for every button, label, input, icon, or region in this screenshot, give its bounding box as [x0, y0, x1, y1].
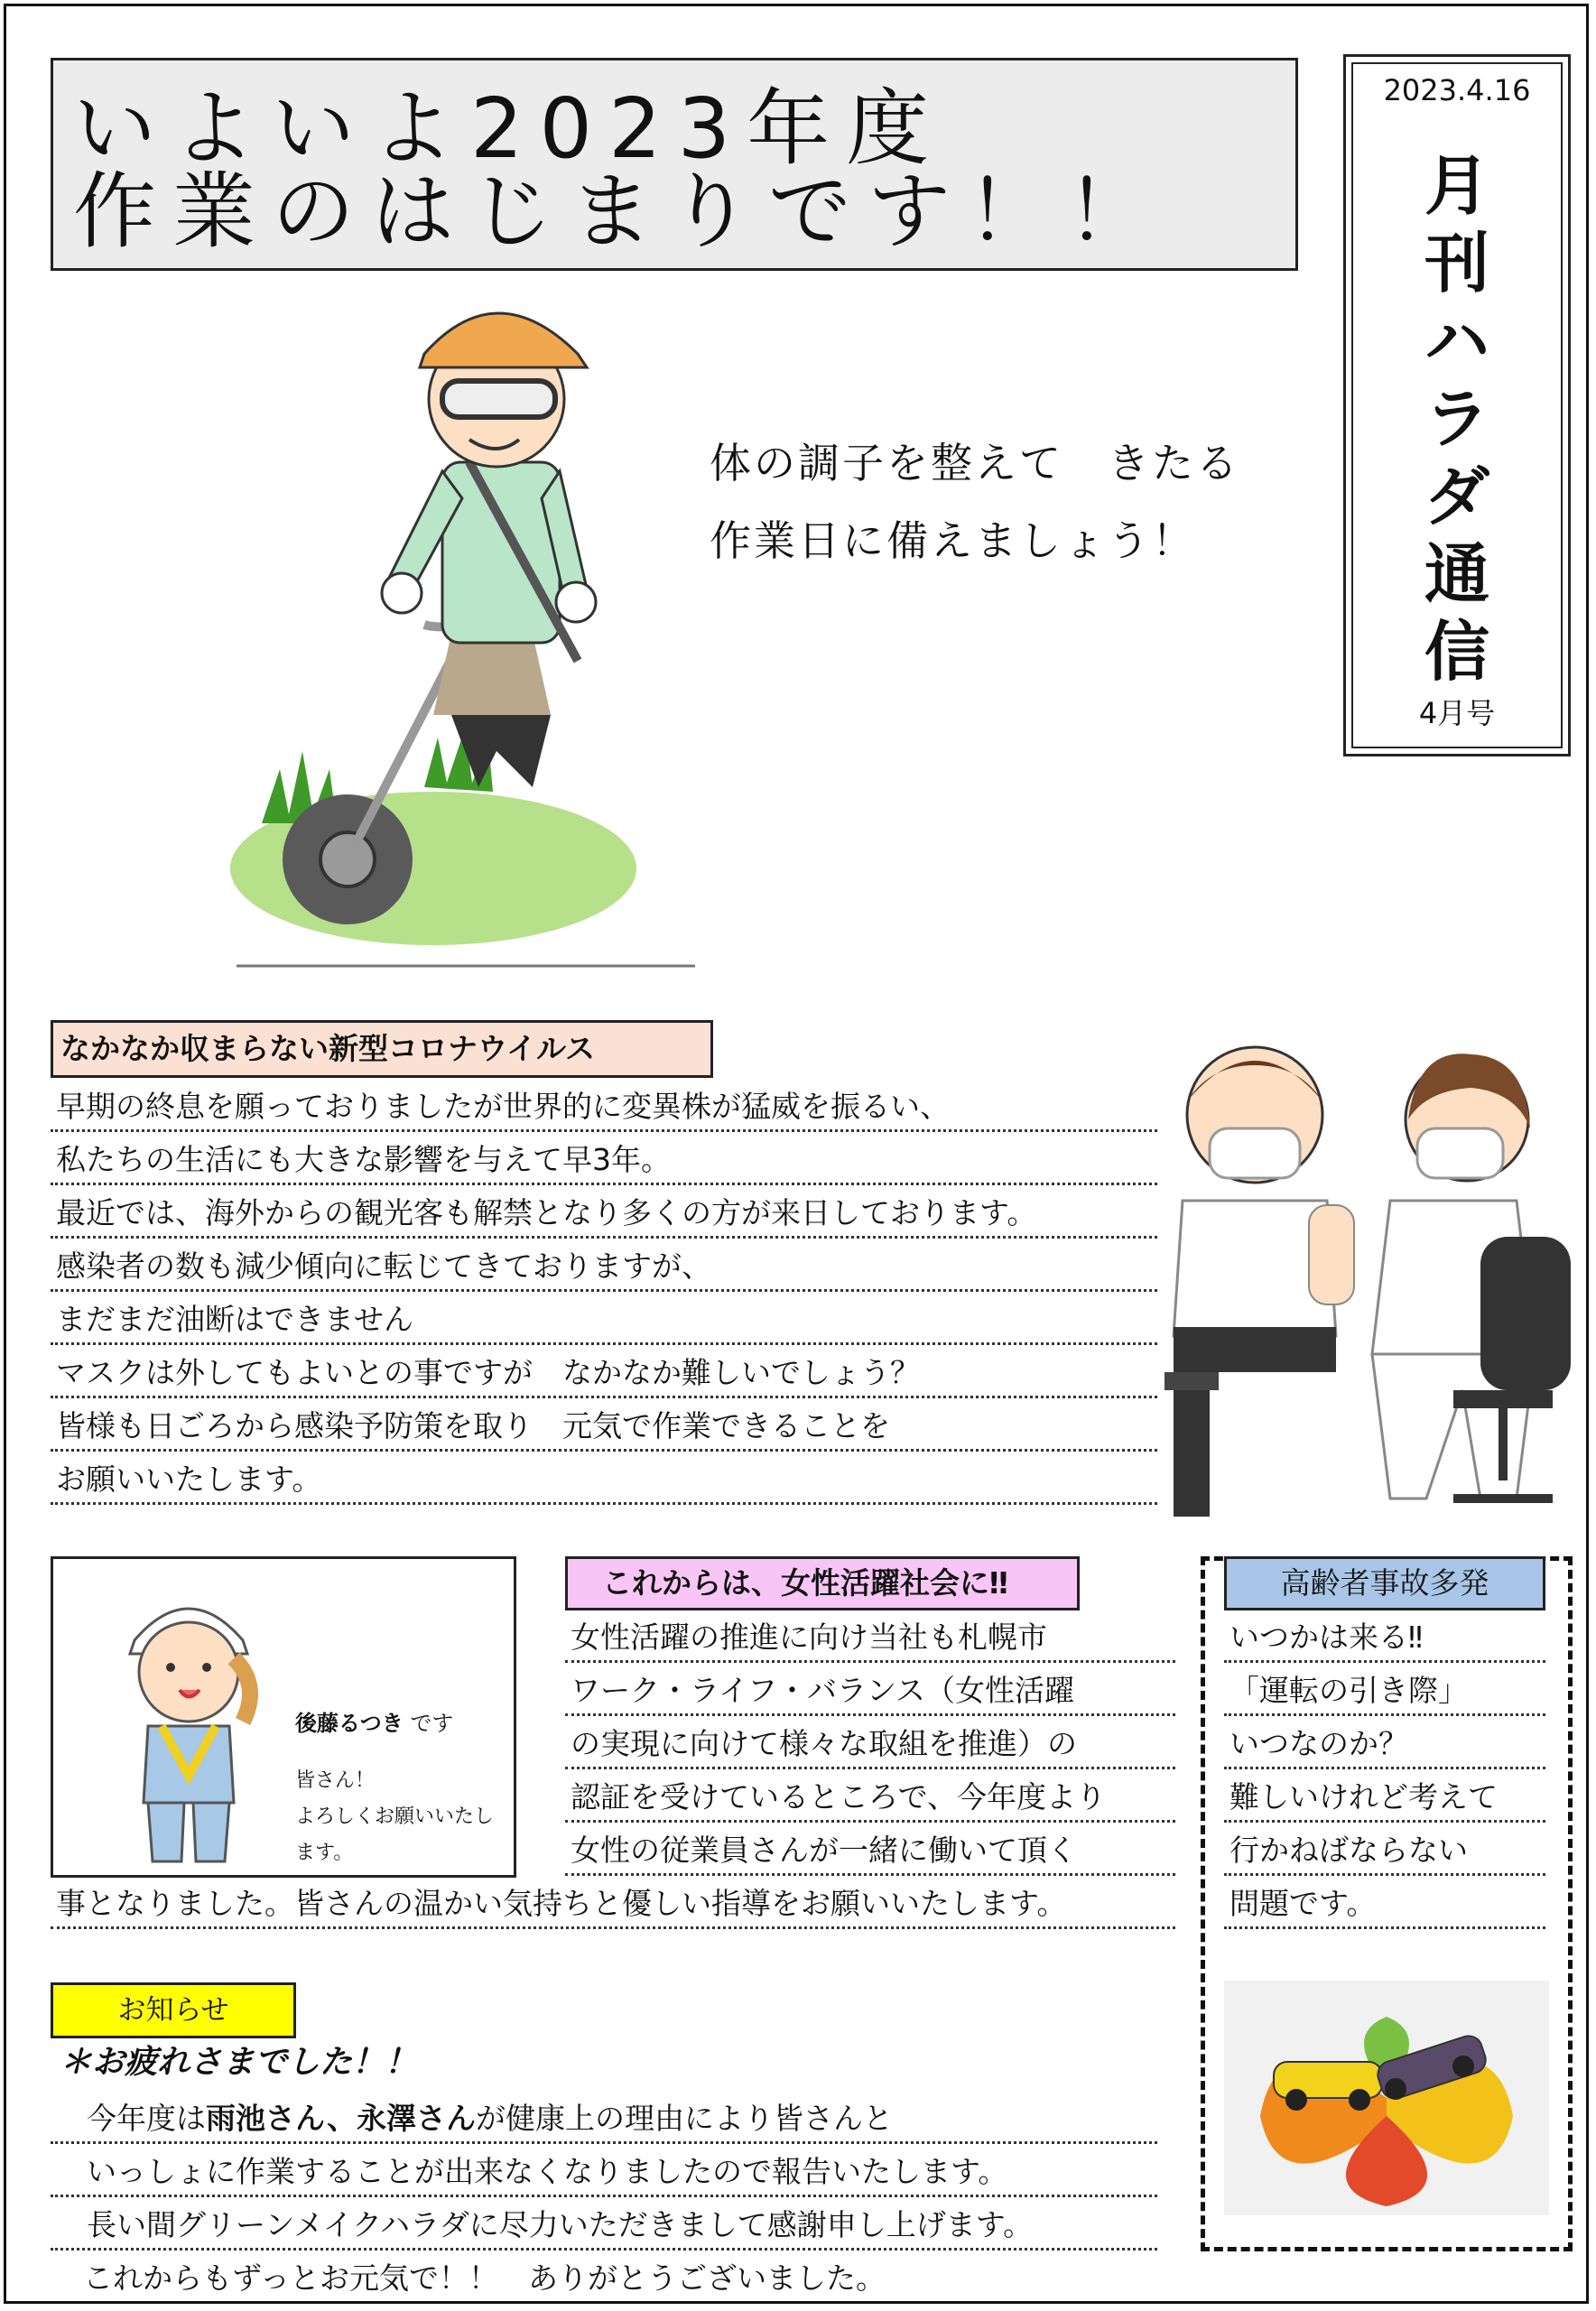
staff-profile-box: [51, 1556, 516, 1878]
covid-body: [51, 1079, 1157, 1505]
elderly-line: いつなのか？: [1224, 1716, 1545, 1769]
female-worker-illustration: [98, 1577, 279, 1866]
elderly-title-text: 高齢者事故多発: [1280, 1565, 1489, 1601]
notice-line: [51, 2091, 1157, 2144]
elderly-line: 問題です。: [1224, 1876, 1545, 1929]
headline-line1: いよいよ2023年度: [73, 80, 946, 177]
covid-line: まだまだ油断はできません: [51, 1292, 1157, 1345]
issue-date: 2023.4.16: [1383, 73, 1531, 107]
women-line: ワーク・ライフ・バランス（女性活躍: [565, 1663, 1175, 1716]
covid-line: 皆様も日ごろから感染予防策を取り 元気で作業できることを: [51, 1398, 1157, 1452]
masthead-char: ラ: [1424, 380, 1489, 457]
notice-line1-post: が健康上の理由により皆さんと: [475, 2101, 893, 2136]
notice-line: 長い間グリーンメイクハラダに尽力いただきまして感謝申し上げます。: [51, 2197, 1157, 2251]
women-line-last: 事となりました。皆さんの温かい気持ちと優しい指導をお願いいたします。: [51, 1876, 1175, 1929]
notice-line1-pre: 今年度は: [87, 2101, 206, 2136]
notice-title-text: お知らせ: [117, 1994, 229, 2027]
masthead-char: 通: [1424, 535, 1489, 612]
notice-line: これからもずっとお元気で！！ ありがとうございました。: [83, 2260, 886, 2296]
tagline: [710, 424, 1240, 580]
masthead-title: [1353, 147, 1561, 691]
covid-line: 私たちの生活にも大きな影響を与えて早3年。: [51, 1132, 1157, 1185]
tagline-line2: 作業日に備えましょう！: [710, 516, 1196, 565]
notice-section-title: [51, 1982, 296, 2038]
elderly-line: 難しいけれど考えて: [1224, 1769, 1545, 1823]
elderly-line: 「運転の引き際」: [1224, 1663, 1545, 1716]
women-body-last: [51, 1876, 1175, 1929]
staff-name: 後藤るつき: [295, 1711, 404, 1736]
elderly-line: いつかは来る‼: [1224, 1610, 1545, 1663]
senior-driver-mark-illustration: [1224, 1981, 1549, 2215]
notice-line: いっしょに作業することが出来なくなりましたので報告いたします。: [51, 2144, 1157, 2197]
women-line: の実現に向けて様々な取組を推進）の: [565, 1716, 1175, 1769]
masthead-char: 月: [1424, 147, 1489, 224]
masthead: [1343, 54, 1571, 756]
women-title-text: これからは、女性活躍社会に‼: [602, 1565, 1008, 1601]
elderly-line: 行かねばならない: [1224, 1823, 1545, 1876]
staff-greeting: 皆さん！ よろしくお願いいたします。: [295, 1769, 495, 1864]
masthead-char: 刊: [1424, 225, 1489, 302]
masthead-char: ダ: [1424, 458, 1489, 534]
notice-heading: ＊お疲れさまでした！！: [60, 2044, 418, 2081]
elderly-section-title: [1224, 1556, 1545, 1610]
covid-line: マスクは外してもよいとの事ですが なかなか難しいでしょう？: [51, 1345, 1157, 1398]
worker-trimmer-illustration: [226, 282, 695, 968]
covid-line: 最近では、海外からの観光客も解禁となり多くの方が来日しております。: [51, 1185, 1157, 1239]
women-body: [565, 1610, 1175, 1876]
women-line: 女性活躍の推進に向け当社も札幌市: [565, 1610, 1175, 1663]
women-line: 女性の従業員さんが一緒に働いて頂く: [565, 1823, 1175, 1876]
women-section-title: [565, 1556, 1080, 1610]
masthead-char: 信: [1424, 613, 1489, 690]
masthead-inner-frame: [1351, 62, 1563, 748]
issue-number: 4月号: [1418, 696, 1496, 730]
covid-section-title: [51, 1020, 713, 1078]
notice-body: [51, 2091, 1157, 2304]
headline-line2: 作業のはじまりです！！: [73, 163, 1166, 260]
covid-line: 感染者の数も減少傾向に転じてきておりますが、: [51, 1239, 1157, 1292]
tagline-line1: 体の調子を整えて きたる: [710, 439, 1240, 487]
covid-line: お願いいたします。: [51, 1452, 1157, 1505]
staff-name-line: [295, 1705, 453, 1737]
vaccination-illustration: [1155, 1029, 1576, 1535]
covid-line: 早期の終息を願っておりましたが世界的に変異株が猛威を振るい、: [51, 1079, 1157, 1132]
elderly-body: [1224, 1610, 1545, 1929]
notice-line1-names: 雨池さん、永澤さん: [206, 2101, 476, 2136]
covid-title-text: なかなか収まらない新型コロナウイルス: [60, 1031, 596, 1066]
masthead-char: ハ: [1424, 302, 1489, 379]
headline-box: [51, 58, 1298, 271]
staff-name-suffix: です: [403, 1711, 454, 1736]
women-line: 認証を受けているところで、今年度より: [565, 1769, 1175, 1823]
